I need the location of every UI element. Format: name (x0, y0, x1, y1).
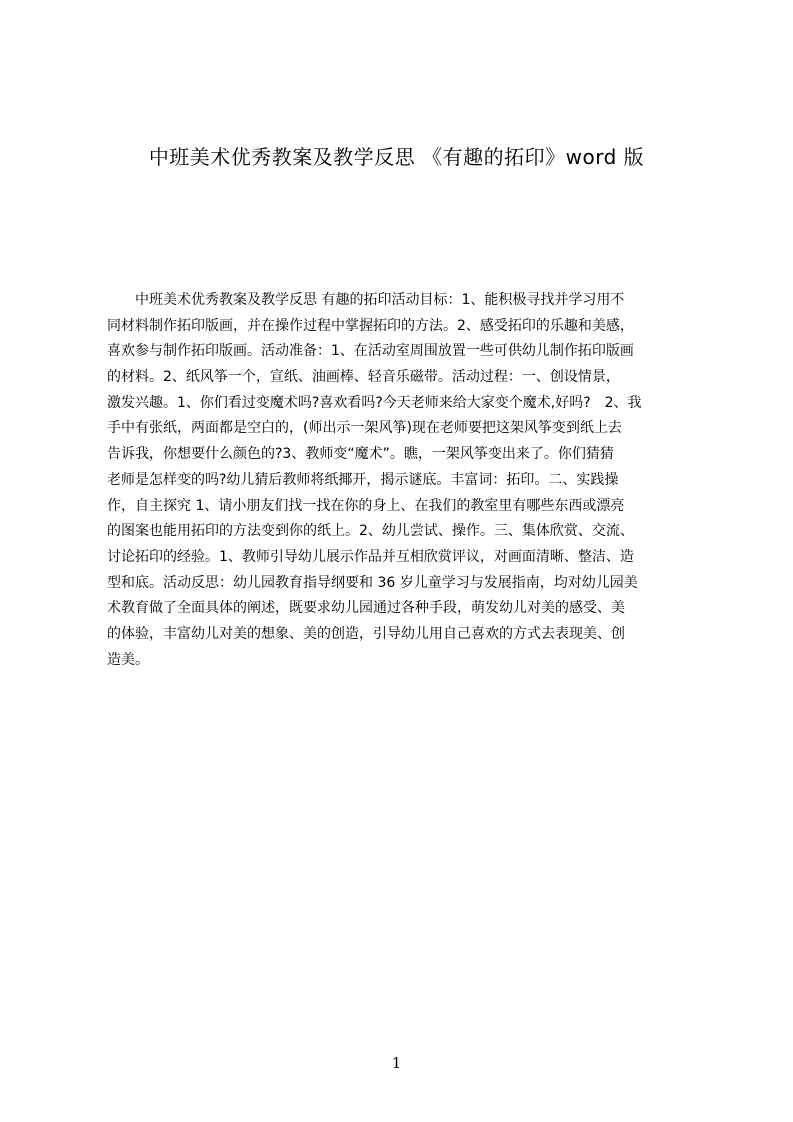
body-line: 的体验，丰富幼儿对美的想象、美的创造，引导幼儿用自己喜欢的方式去表现美、创 (107, 625, 625, 642)
body-line: 中班美术优秀教案及教学反思 有趣的拓印活动目标：1、能积极寻找并学习用不 (107, 292, 625, 308)
body-line: 讨论拓印的经验。1、教师引导幼儿展示作品并互相欣赏评议，对画面清晰、整洁、造 (107, 548, 634, 565)
body-line: 的材料。2、纸风筝一个，宣纸、油画棒、轻音乐磁带。活动过程：一、创设情景， (107, 369, 620, 386)
body-line: 同材料制作拓印版画，并在操作过程中掌握拓印的方法。2、感受拓印的乐趣和美感， (107, 317, 634, 334)
body-line: 型和底。活动反思：幼儿园教育指导纲要和 36 岁儿童学习与发展指南，均对幼儿园美 (107, 574, 638, 591)
body-line: 术教育做了全面具体的阐述，既要求幼儿园通过各种手段，萌发幼儿对美的感受、美 (107, 600, 625, 617)
body-line: 喜欢参与制作拓印版画。活动准备：1、在活动室周围放置一些可供幼儿制作拓印版画 (107, 343, 634, 360)
page-number: 1 (391, 1054, 402, 1072)
document-title: 中班美术优秀教案及教学反思 《有趣的拓印》word 版 (148, 145, 645, 169)
document-body (107, 288, 697, 688)
body-line: 告诉我，你想要什么颜色的?3、教师变“魔术”。瞧，一架风筝变出来了。你们猜猜 (107, 446, 614, 463)
body-line: 激发兴趣。1、你们看过变魔术吗?喜欢看吗?今天老师来给大家变个魔术,好吗? 2、我 (107, 394, 642, 411)
body-line: 老师是怎样变的吗?幼儿猜后教师将纸揶开，揭示谜底。丰富词：拓印。二、实践操 (107, 471, 619, 488)
body-line: 的图案也能用拓印的方法变到你的纸上。2、幼儿尝试、操作。三、集体欣赏、交流、 (107, 523, 634, 540)
body-line: 手中有张纸，两面都是空白的，(师出示一架风筝)现在老师要把这架风筝变到纸上去 (107, 420, 622, 437)
body-line: 造美。 (107, 651, 149, 668)
body-line: 作，自主探究 1、请小朋友们找一找在你的身上、在我们的教室里有哪些东西或漂亮 (107, 497, 625, 514)
